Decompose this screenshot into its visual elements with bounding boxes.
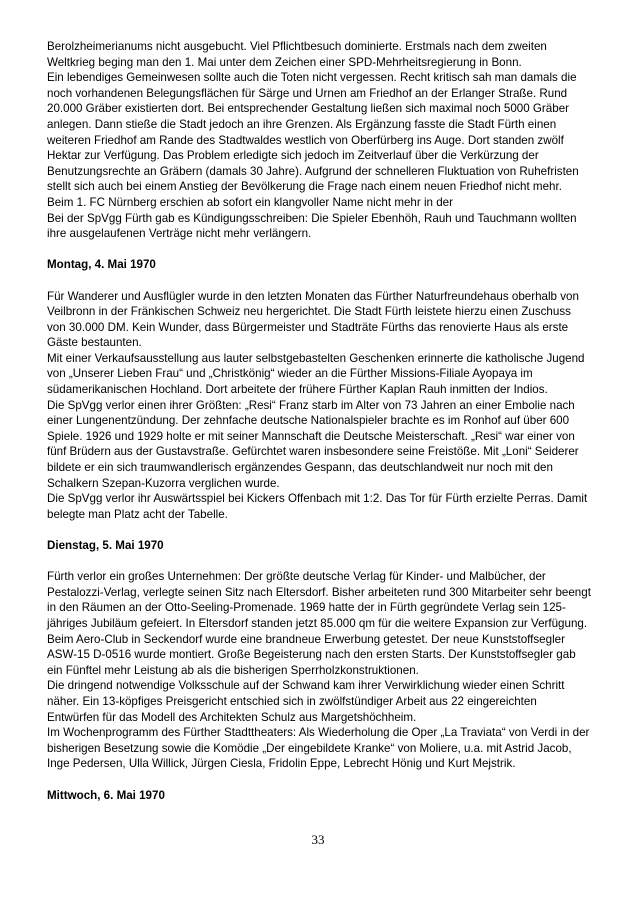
intro-paragraph: Bei der SpVgg Fürth gab es Kündigungsschreiben: Die Spieler Ebenhöh, Rauh und Tauchmann wollten ihre ausgelaufenen Verträge nicht mehr verlängern. [47,211,577,241]
section-paragraph: Die dringend notwendige Volksschule auf der Schwand kam ihrer Verwirklichung wieder einen Schritt näher. Ein 13-köpfiges Preisgericht entschied sich in zwölfstündiger Arbeit aus 22 eingereichten Entwürfen für das Modell des Architekten Schulz aus Margetshöchheim. [47,679,565,724]
section-paragraph: Die SpVgg verlor ihr Auswärtsspiel bei Kickers Offenbach mit 1:2. Das Tor für Fürth erzielte Perras. Damit belegte man Platz acht der Tabelle. [47,492,588,521]
section-paragraph: Fürth verlor ein großes Unternehmen: Der größte deutsche Verlag für Kinder- und Malbücher, der Pestalozzi-Verlag, verlegte seinen Sitz nach Eltersdorf. Bisher arbeiteten rund 300 Mitarbeiter sehr beengt in den Räumen an der Otto-Seeling-Promenade. 1969 hatte der in Fürth gegründete Verlag sein 125-jähriges Jubiläum gefeiert. In Eltersdorf standen jetzt 85.000 qm für die weitere Expansion zur Verfügung. [47,570,591,630]
intro-paragraph: Berolzheimerianums nicht ausgebucht. Viel Pflichtbesuch dominierte. Erstmals nach dem zweiten Weltkrieg beging man den 1. Mai unter dem Zeichen einer SPD-Mehrheitsregierung in Bonn. [47,40,547,69]
section-heading: Montag, 4. Mai 1970 [47,258,156,272]
intro-paragraph: Beim 1. FC Nürnberg erschien ab sofort ein klangvoller Name nicht mehr in der [47,195,453,209]
section-paragraph: Für Wanderer und Ausflügler wurde in den letzten Monaten das Fürther Naturfreundehaus oberhalb von Veilbronn in der Fränkischen Schweiz neu hergerichtet. Die Stadt Fürth leistete hierzu einen Zuschuss von 30.000 DM. Kein Wunder, dass Bürgermeister und Stadträte Fürths das renovierte Haus als erste Gäste bestaunten. [47,289,579,350]
page-number: 33 [311,832,325,847]
spacer [47,273,592,289]
spacer [47,242,592,258]
intro-paragraph: Ein lebendiges Gemeinwesen sollte auch die Toten nicht vergessen. Recht kritisch sah man damals die noch vorhandenen Belegungsflächen für Särge und Urnen am Friedhof an der Erlanger Straße. Rund 20.000 Gräber existierten dort. Bei entsprechender Gestaltung ließen sich maximal noch 5000 Gräber anlegen. Dann stieße die Stadt jedoch an ihre Grenzen. Als Ergänzung fasste die Stadt Fürth einen weiteren Friedhof am Rande des Stadtwaldes westlich von Oberfürberg ins Auge. Dort standen zwölf Hektar zur Verfügung. Das Problem erledigte sich jedoch im Zeitverlauf über die Verkürzung der Benutzungsrechte an Gräbern (damals 30 Jahre). Aufgrund der schnelleren Fluktuation von Ruhefristen stellt sich auch bei einem Anstieg der Bevölkerung die Frage nach einem neuen Friedhof nicht mehr. [47,71,579,194]
spacer [47,772,592,788]
section-heading: Dienstag, 5. Mai 1970 [47,539,164,552]
section-paragraph: Beim Aero-Club in Seckendorf wurde eine brandneue Erwerbung getestet. Der neue Kunststoffsegler ASW-15 D-0516 wurde montiert. Große Begeisterung nach den ersten Starts. Der Kunststoffsegler gab ein Fünftel mehr Leistung ab als die bisherigen Sperrholzkonstruktionen. [47,632,576,677]
spacer [47,554,592,570]
section-paragraph: Die SpVgg verlor einen ihrer Größten: „Resi“ Franz starb im Alter von 73 Jahren an einer Embolie nach einer Lungenentzündung. Der zehnfache deutsche Nationalspieler brachte es im Ronhof auf über 600 Spiele. 1926 und 1929 holte er mit seiner Mannschaft die Deutsche Meisterschaft. „Resi“ war einer von fünf Brüdern aus der Gustavstraße. Gefürchtet waren insbesondere seine Freistöße. Mit „Loni“ Seiderer bildete er ein sich traumwandlerisch ergänzendes Gespann, das deutschlandweit nur noch mit den Schalkern Szepan-Kuzorra verglichen wurde. [47,398,579,490]
section-heading: Mittwoch, 6. Mai 1970 [47,788,165,802]
spacer [47,522,592,538]
section-paragraph: Mit einer Verkaufsausstellung aus lauter selbstgebastelten Geschenken erinnerte die katholische Jugend von „Unserer Lieben Frau“ und „Christkönig“ wieder an die Fürther Missions-Filiale Ayopaya im südamerikanischen Hochland. Dort arbeitete der frühere Fürther Kaplan Rauh inmitten der Indios. [47,351,585,397]
page-content [47,39,592,803]
section-paragraph: Im Wochenprogramm des Fürther Stadttheaters: Als Wiederholung die Oper „La Traviata“ von Verdi in der bisherigen Besetzung sowie die Komödie „Der eingebildete Kranke“ von Moliere, u.a. mit Astrid Jacob, Inge Pedersen, Ulla Willick, Jürgen Ciesla, Fridolin Eppe, Lebrecht Hönig und Kurt Mejstrik. [47,726,590,771]
